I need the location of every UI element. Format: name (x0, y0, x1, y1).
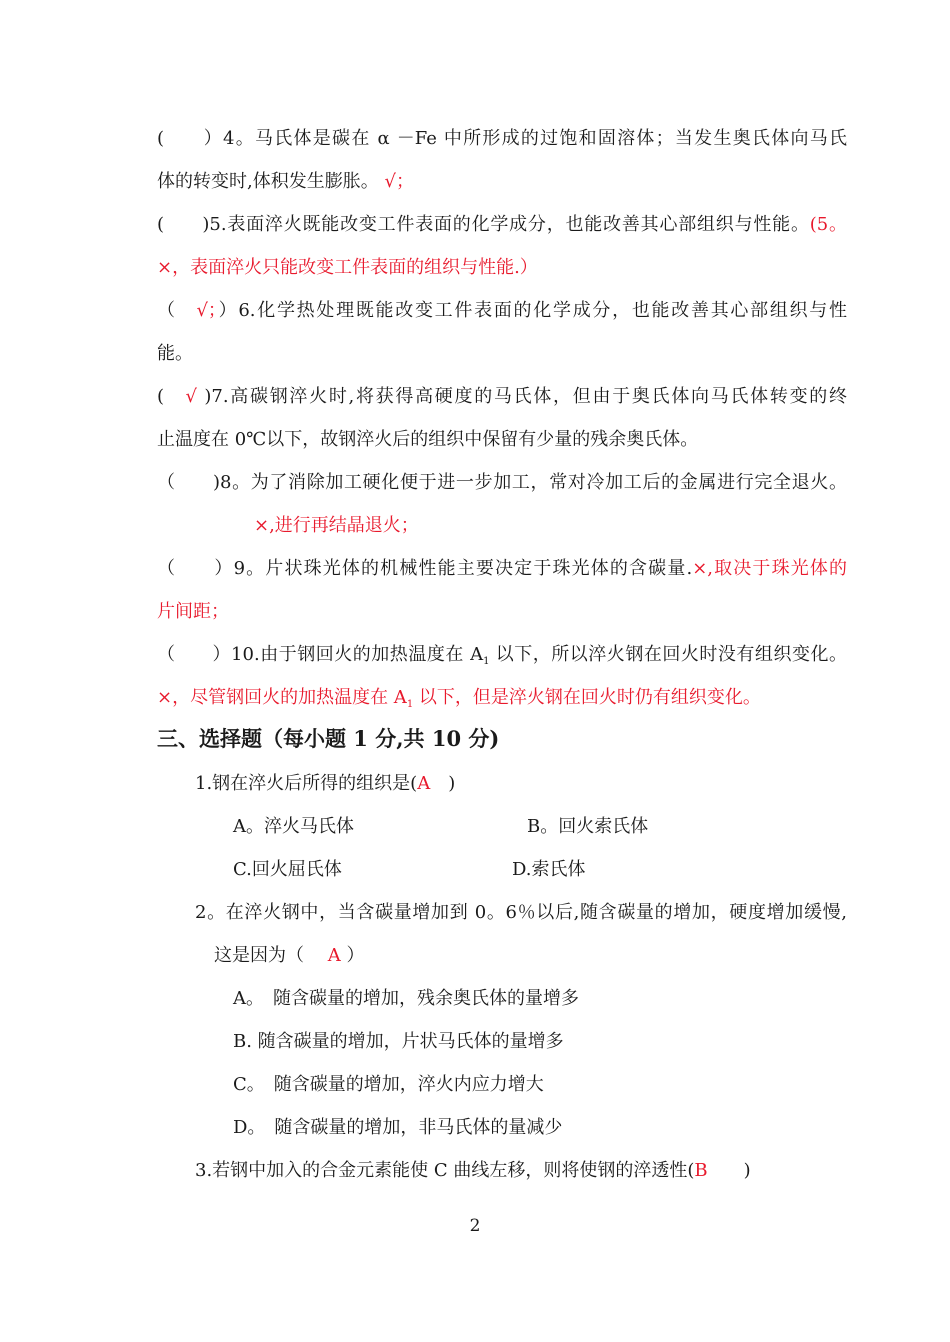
q9-answer-part2: 片间距； (157, 601, 229, 622)
q5-line-1: ( )5.表面淬火既能改变工件表面的化学成分，也能改善其心部组织与性能。(5。 (157, 214, 847, 235)
q4-line-2: 体的转变时,体积发生膨胀。 √； (157, 171, 414, 192)
q6-answer: √； (196, 300, 217, 321)
q7-line-2: 止温度在 0℃以下，故钢淬火后的组织中保留有少量的残余奥氏体。 (157, 429, 699, 450)
mc-q1-answer: A (417, 773, 431, 794)
q4-line-1: ( ）4。马氏体是碳在 α －Fe 中所形成的过饱和固溶体；当发生奥氏体向马氏 (157, 128, 847, 149)
mc-q1-option-d: D.索氏体 (512, 859, 586, 880)
q9-line-1: （ ）9。片状珠光体的机械性能主要决定于珠光体的含碳量.×,取决于珠光体的 (157, 558, 847, 579)
mc-q1-stem: 1.钢在淬火后所得的组织是(A ) (195, 773, 456, 794)
q6-line-1: （ √；）6.化学热处理既能改变工件表面的化学成分，也能改善其心部组织与性 (157, 300, 848, 321)
q6-line-2: 能。 (157, 343, 193, 364)
page-number: 2 (469, 1216, 481, 1236)
mc-q2-option-d: D。 随含碳量的增加，非马氏体的量减少 (233, 1117, 563, 1138)
q5-answer: ×，表面淬火只能改变工件表面的组织与性能.） (157, 257, 538, 278)
mc-q2-option-c: C。 随含碳量的增加，淬火内应力增大 (233, 1074, 544, 1095)
mc-q3-answer: B (694, 1160, 708, 1181)
mc-q1-option-a: A。淬火马氏体 (233, 816, 354, 837)
q8-answer: ×,进行再结晶退火； (254, 515, 419, 536)
mc-q2-stem-1: 2。在淬火钢中，当含碳量增加到 0。6％以后,随含碳量的增加，硬度增加缓慢, (195, 902, 847, 923)
section-heading: 三、选择题（每小题 1 分,共 10 分) (157, 726, 500, 751)
mc-q3-stem: 3.若钢中加入的合金元素能使 C 曲线左移，则将使钢的淬透性(B ) (195, 1160, 751, 1181)
q10-line-1: （ ）10.由于钢回火的加热温度在 $A_1$ 以下，所以淬火钢在回火时没有组织变化。 (157, 644, 847, 667)
mc-q2-option-b: B. 随含碳量的增加，片状马氏体的量增多 (233, 1031, 564, 1052)
q7-answer: √ (185, 386, 197, 407)
q7-line-1: ( √ )7.高碳钢淬火时,将获得高硬度的马氏体，但由于奥氏体向马氏体转变的终 (157, 386, 847, 407)
mc-q2-option-a: A。 随含碳量的增加，残余奥氏体的量增多 (233, 988, 579, 1009)
mc-q2-stem-2: 这是因为（ A ） (214, 945, 365, 966)
q5-answer-prefix: (5。 (809, 214, 847, 235)
q9-answer-part1: ×,取决于珠光体的 (692, 558, 847, 579)
mc-q2-answer: A (327, 945, 341, 966)
mc-q1-option-c: C.回火屈氏体 (233, 859, 342, 880)
q10-answer: ×，尽管钢回火的加热温度在 $A_1$ 以下，但是淬火钢在回火时仍有组织变化。 (157, 687, 761, 710)
mc-q1-option-b: B。回火索氏体 (527, 816, 649, 837)
q8-line-1: （ )8。为了消除加工硬化便于进一步加工，常对冷加工后的金属进行完全退火。 (157, 472, 847, 493)
q4-answer: √； (384, 171, 414, 192)
